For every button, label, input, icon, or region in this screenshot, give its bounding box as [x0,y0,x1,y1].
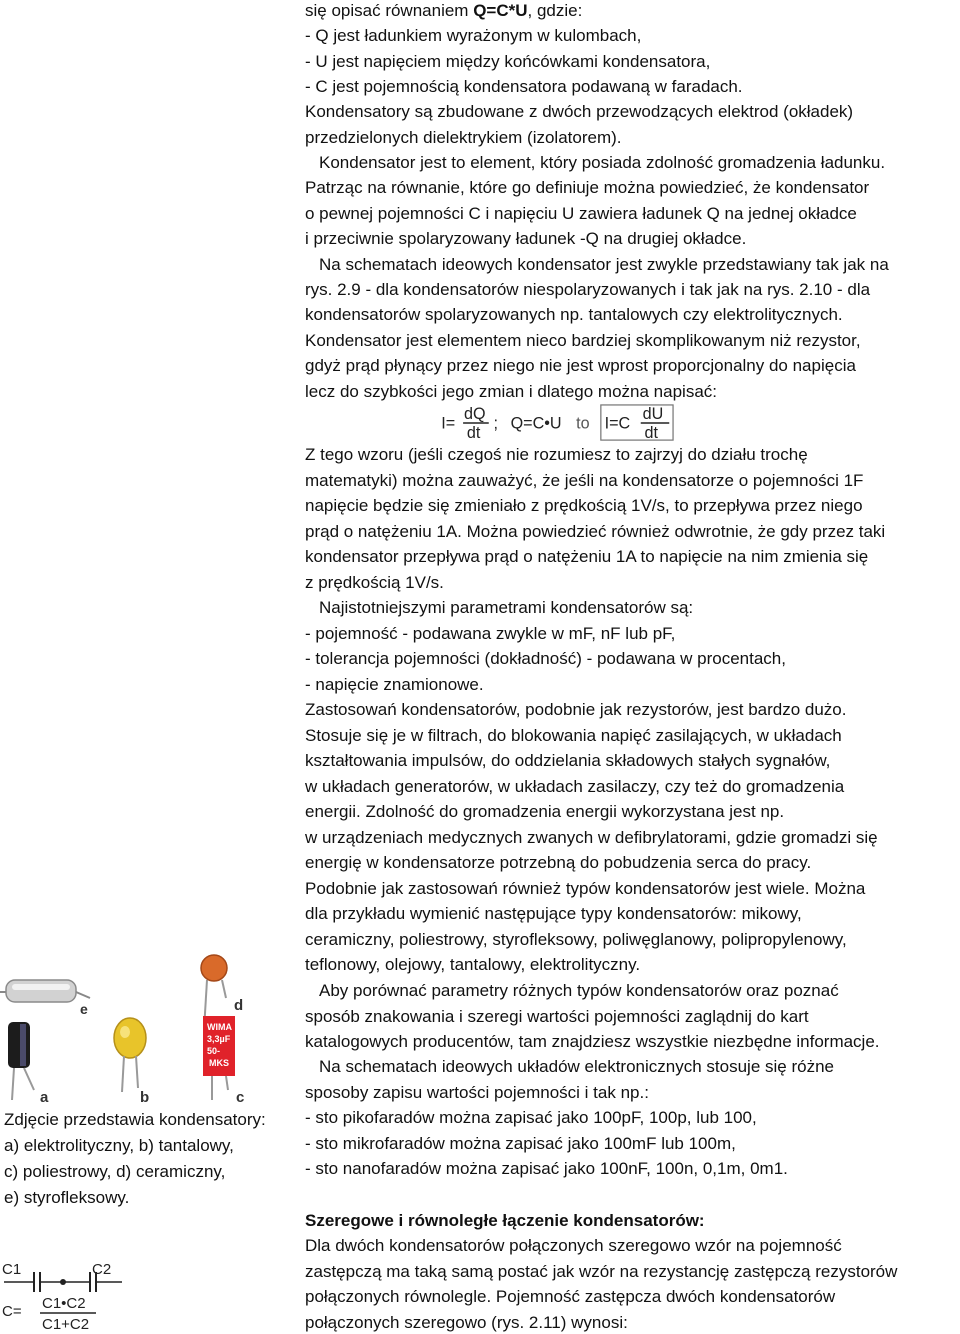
caption-line: e) styrofleksowy. [4,1188,130,1207]
text-line: w urządzeniach medycznych zwanych w defibrylatorami, gdzie gromadzi się [305,828,878,847]
text-line: Kondensatory są zbudowane z dwóch przewodzących elektrod (okładek) [305,102,854,121]
text-line: ceramiczny, poliestrowy, styrofleksowy, poliwęglanowy, polipropylenowy, [305,930,847,949]
tantalum-capacitor [114,1018,146,1058]
text-line: teflonowy, olejowy, tantalowy, elektrolityczny. [305,955,641,974]
capacitors-photo [0,950,300,1105]
series-capacitors-diagram [0,1258,130,1334]
text-line: w układach generatorów, w układach zasilaczy, czy też do gromadzenia [305,777,845,796]
text-line: połączonych szeregowo (rys. 2.11) wynosi: [305,1313,628,1332]
text-line: - U jest napięciem między końcówkami kondensatora, [305,52,711,71]
label-c2: C2 [92,1261,112,1278]
text-line: o pewnej pojemności C i napięciu U zawiera ładunek Q na jednej okładce [305,204,857,223]
text-line: - tolerancja pojemności (dokładność) - podawana w procentach, [305,649,786,668]
styroflex-capacitor [6,980,76,1002]
text-line: kondensator przepływa prąd o natężeniu 1A to napięcie na nim zmienia się [305,547,869,566]
capacitor-current-equation [435,404,685,442]
text-line: matematyki) można zauważyć, że jeśli na kondensatorze o pojemności 1F [305,471,864,490]
text-line: - sto pikofaradów można zapisać jako 100pF, 100p, lub 100, [305,1108,757,1127]
text-line: napięcie będzie się zmieniało z prędkością 1V/s, to przepływa przez niego [305,496,863,515]
section-heading: Szeregowe i równoległe łączenie kondensatorów: [305,1211,705,1230]
text-line: zastępczą ma taką samą postać jak wzór na rezystancję zastępczą rezystorów [305,1262,898,1281]
text-line: Podobnie jak zastosowań również typów kondensatorów jest wiele. Można [305,879,866,898]
text-line: lecz do szybkości jego zmian i dlatego można napisać: [305,382,717,401]
label-b: b [140,1089,150,1105]
text-line: sposób znakowania i szeregi wartości pojemności zaglądnij do kart [305,1007,809,1026]
text-line: prąd o natężeniu 1A. Można powiedzieć również odwrotnie, że gdy przez taki [305,522,886,541]
eq-du: dU [642,405,664,424]
label-a: a [40,1089,49,1105]
text-line: sposoby zapisu wartości pojemności i tak np.: [305,1083,649,1102]
text-line: Z tego wzoru (jeśli czegoś nie rozumiesz to zajrzyj do działu trochę [305,445,808,464]
label-e: e [80,1001,88,1017]
eq-dt: dt [466,424,481,442]
text-line: gdyż prąd płynący przez niego nie jest wprost proporcjonalny do napięcia [305,356,856,375]
text-line: Najistotniejszymi parametrami kondensatorów są: [319,598,694,617]
text-line: kształtowania impulsów, do oddzielania składowych stałych sygnałów, [305,751,831,770]
text-line: połączonych równolegle. Pojemność zastępcza dwóch kondensatorów [305,1287,836,1306]
svg-text:50-: 50- [207,1046,221,1056]
eq-to: to [576,414,590,433]
text-line: się opisać równaniem Q=C*U, gdzie: [305,1,583,20]
text-line: dla przykładu wymienić następujące typy kondensatorów: mikowy, [305,904,802,923]
text-line: - C jest pojemnością kondensatora podawaną w faradach. [305,77,743,96]
eq-ic: I=C [604,414,631,433]
text-line: Kondensator jest elementem nieco bardziej skomplikowanym niż rezystor, [305,331,861,350]
text-line: Na schematach ideowych układów elektronicznych stosuje się różne [319,1057,834,1076]
text-line: Stosuje się je w filtrach, do blokowania napięć zasilających, w układach [305,726,842,745]
text-line: - sto nanofaradów można zapisać jako 100nF, 100n, 0,1m, 0m1. [305,1159,788,1178]
caption-line: c) poliestrowy, d) ceramiczny, [4,1162,226,1181]
text-line: Kondensator jest to element, który posiada zdolność gromadzenia ładunku. [319,153,886,172]
text-line: rys. 2.9 - dla kondensatorów niespolaryzowanych i tak jak na rys. 2.10 - dla [305,280,871,299]
text-line: z prędkością 1V/s. [305,573,444,592]
photo-caption [4,1107,302,1211]
text-line: Patrząc na równanie, które go definiuje można powiedzieć, że kondensator [305,178,870,197]
svg-text:MKS: MKS [209,1058,229,1068]
text-line: energię w kondensatorze potrzebną do pobudzenia serca do pracy. [305,853,812,872]
text-line: kondensatorów spolaryzowanych np. tantalowych czy elektrolitycznych. [305,305,843,324]
text-line: katalogowych producentów, tam znajdziesz wszystkie niezbędne informacje. [305,1032,880,1051]
text-line: - napięcie znamionowe. [305,675,484,694]
text-line: Dla dwóch kondensatorów połączonych szeregowo wzór na pojemność [305,1236,842,1255]
text-line: energii. Zdolność do gromadzenia energii wykorzystana jest np. [305,802,785,821]
eq-i-label: I= [441,414,456,433]
electrolytic-capacitor [8,1022,30,1068]
label-c-eq: C= [2,1303,22,1320]
ceramic-capacitor [201,955,227,981]
text-line: i przeciwnie spolaryzowany ładunek -Q na drugiej okładce. [305,229,747,248]
text-line: Aby porównać parametry różnych typów kondensatorów oraz poznać [319,981,839,1000]
eq-semicolon: ; [493,414,498,433]
eq-dq: dQ [464,405,486,424]
formula-numerator: C1•C2 [42,1295,86,1312]
text-line: przedzielonych dielektrykiem (izolatorem). [305,128,622,147]
text-line: Zastosowań kondensatorów, podobnie jak rezystorów, jest bardzo dużo. [305,700,847,719]
label-c1: C1 [2,1261,22,1278]
svg-text:3,3µF: 3,3µF [207,1034,231,1044]
text-line: - Q jest ładunkiem wyrażonym w kulombach, [305,26,642,45]
eq-qcu: Q=C•U [510,414,562,433]
text-line: - pojemność - podawana zwykle w mF, nF lub pF, [305,624,676,643]
label-c: c [236,1089,245,1105]
caption-line: Zdjęcie przedstawia kondensatory: [4,1110,266,1129]
formula-denominator: C1+C2 [42,1316,90,1333]
text-line: Na schematach ideowych kondensator jest zwykle przedstawiany tak jak na [319,255,889,274]
text-line: - sto mikrofaradów można zapisać jako 100mF lub 100m, [305,1134,736,1153]
label-d: d [234,997,244,1014]
svg-text:WIMA: WIMA [207,1022,232,1032]
caption-line: a) elektrolityczny, b) tantalowy, [4,1136,234,1155]
eq-dt: dt [644,424,659,442]
